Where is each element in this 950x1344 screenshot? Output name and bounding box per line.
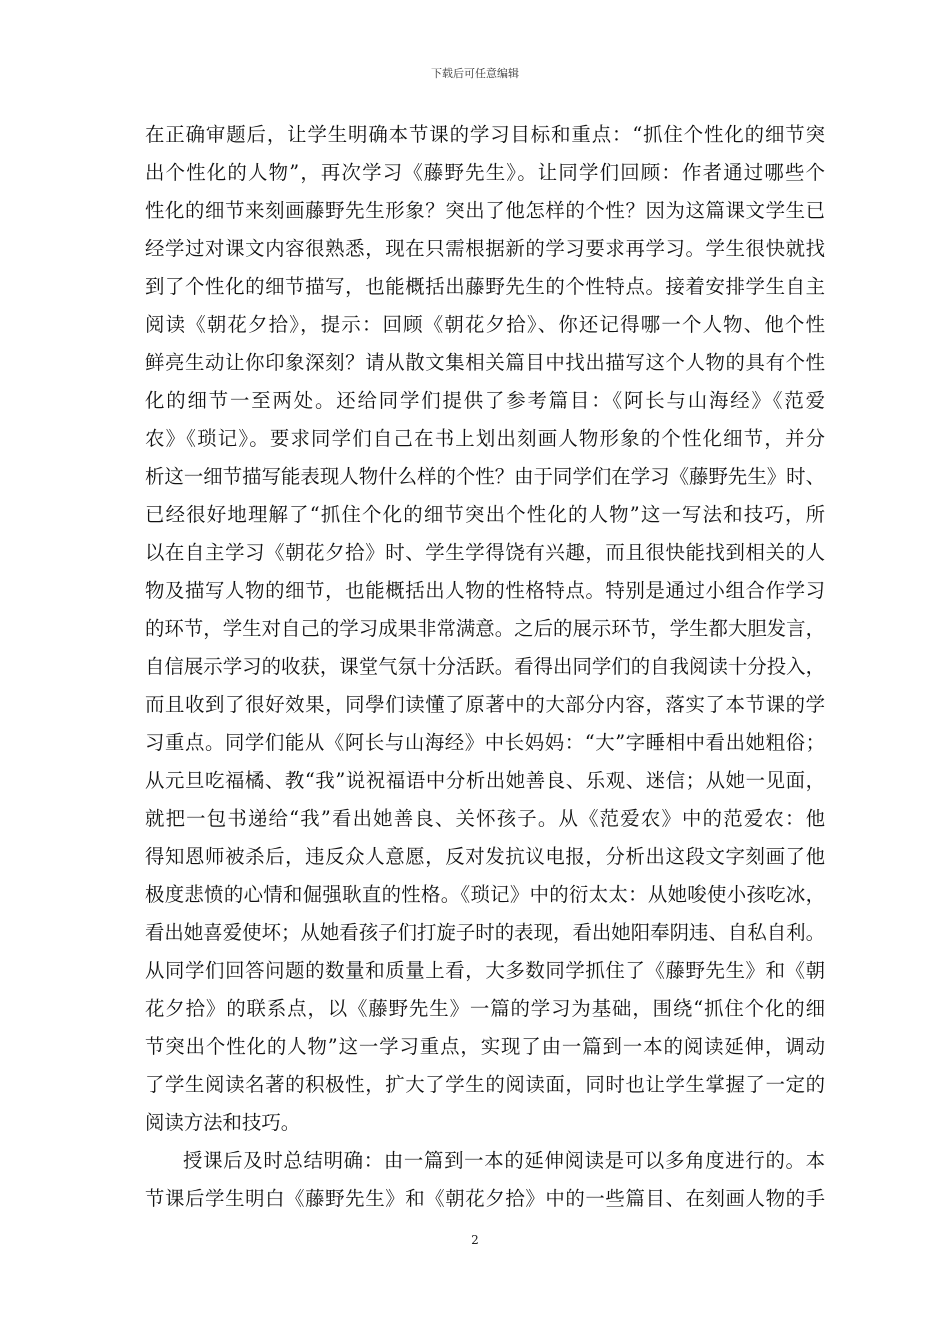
text-line: 以在自主学习《朝花夕拾》时、学生学得饶有兴趣，而且很快能找到相关的人 (145, 541, 825, 564)
text-line: 阅读《朝花夕拾》，提示：回顾《朝花夕拾》、你还记得哪一个人物、他个性 (145, 313, 825, 336)
text-line: 经学过对课文内容很熟悉，现在只需根据新的学习要求再学习。学生很快就找 (145, 237, 825, 260)
text-line: 从元旦吃福橘、教“我”说祝福语中分析出她善良、乐观、迷信；从她一见面， (145, 769, 825, 792)
text-line: 了学生阅读名著的积极性，扩大了学生的阅读面，同时也让学生掌握了一定的 (145, 1073, 825, 1096)
text-line: 的环节，学生对自己的学习成果非常满意。之后的展示环节，学生都大胆发言， (145, 617, 825, 640)
text-line: 就把一包书递给“我”看出她善良、关怀孩子。从《范爱农》中的范爱农：他 (145, 807, 825, 830)
text-line: 析这一细节描写能表现人物什么样的个性？由于同学们在学习《藤野先生》时、 (145, 465, 825, 488)
paragraph-2 (145, 1142, 825, 1218)
text-line: 鲜亮生动让你印象深刻？请从散文集相关篇目中找出描写这个人物的具有个性 (145, 351, 825, 374)
text-line: 已经很好地理解了“抓住个化的细节突出个性化的人物”这一写法和技巧，所 (145, 503, 825, 526)
text-line: 自信展示学习的收获，课堂气氛十分活跃。看得出同学们的自我阅读十分投入， (145, 655, 825, 678)
text-line: 得知恩师被杀后，违反众人意愿，反对发抗议电报，分析出这段文字刻画了他 (145, 845, 825, 868)
text-line: 看出她喜爱使坏；从她看孩子们打旋子时的表现，看出她阳奉阴违、自私自利。 (145, 921, 825, 944)
text-line: 节课后学生明白《藤野先生》和《朝花夕拾》中的一些篇目、在刻画人物的手 (145, 1187, 825, 1210)
text-line: 花夕拾》的联系点，以《藤野先生》一篇的学习为基础，围绕“抓住个化的细 (145, 997, 825, 1020)
text-line: 性化的细节来刻画藤野先生形象？突出了他怎样的个性？因为这篇课文学生已 (145, 199, 825, 222)
text-line: 物及描写人物的细节，也能概括出人物的性格特点。特别是通过小组合作学习 (145, 579, 825, 602)
text-line: 从同学们回答问题的数量和质量上看，大多数同学抓住了《藤野先生》和《朝 (145, 959, 825, 982)
paragraph-1 (145, 116, 825, 1142)
text-line: 出个性化的人物”，再次学习《藤野先生》。让同学们回顾：作者通过哪些个 (145, 161, 825, 184)
text-line: 习重点。同学们能从《阿长与山海经》中长妈妈：“大”字睡相中看出她粗俗； (145, 731, 825, 754)
document-body (145, 116, 825, 1218)
text-line: 授课后及时总结明确：由一篇到一本的延伸阅读是可以多角度进行的。本 (183, 1149, 825, 1172)
page-header: 下载后可任意编辑 (431, 67, 519, 80)
text-line: 在正确审题后，让学生明确本节课的学习目标和重点：“抓住个性化的细节突 (145, 123, 825, 146)
text-line: 极度悲愤的心情和倔强耿直的性格。《琐记》中的衍太太：从她唆使小孩吃冰， (145, 883, 825, 906)
text-line: 化的细节一至两处。还给同学们提供了参考篇目：《阿长与山海经》《范爱 (145, 389, 825, 412)
text-line: 节突出个性化的人物”这一学习重点，实现了由一篇到一本的阅读延伸，调动 (145, 1035, 825, 1058)
page-number: 2 (471, 1233, 479, 1247)
text-line: 农》《琐记》。要求同学们自己在书上划出刻画人物形象的个性化细节，并分 (145, 427, 825, 450)
text-line: 阅读方法和技巧。 (145, 1111, 301, 1134)
text-line: 到了个性化的细节描写，也能概括出藤野先生的个性特点。接着安排学生自主 (145, 275, 825, 298)
text-line: 而且收到了很好效果，同學们读懂了原著中的大部分内容，落实了本节课的学 (145, 693, 825, 716)
